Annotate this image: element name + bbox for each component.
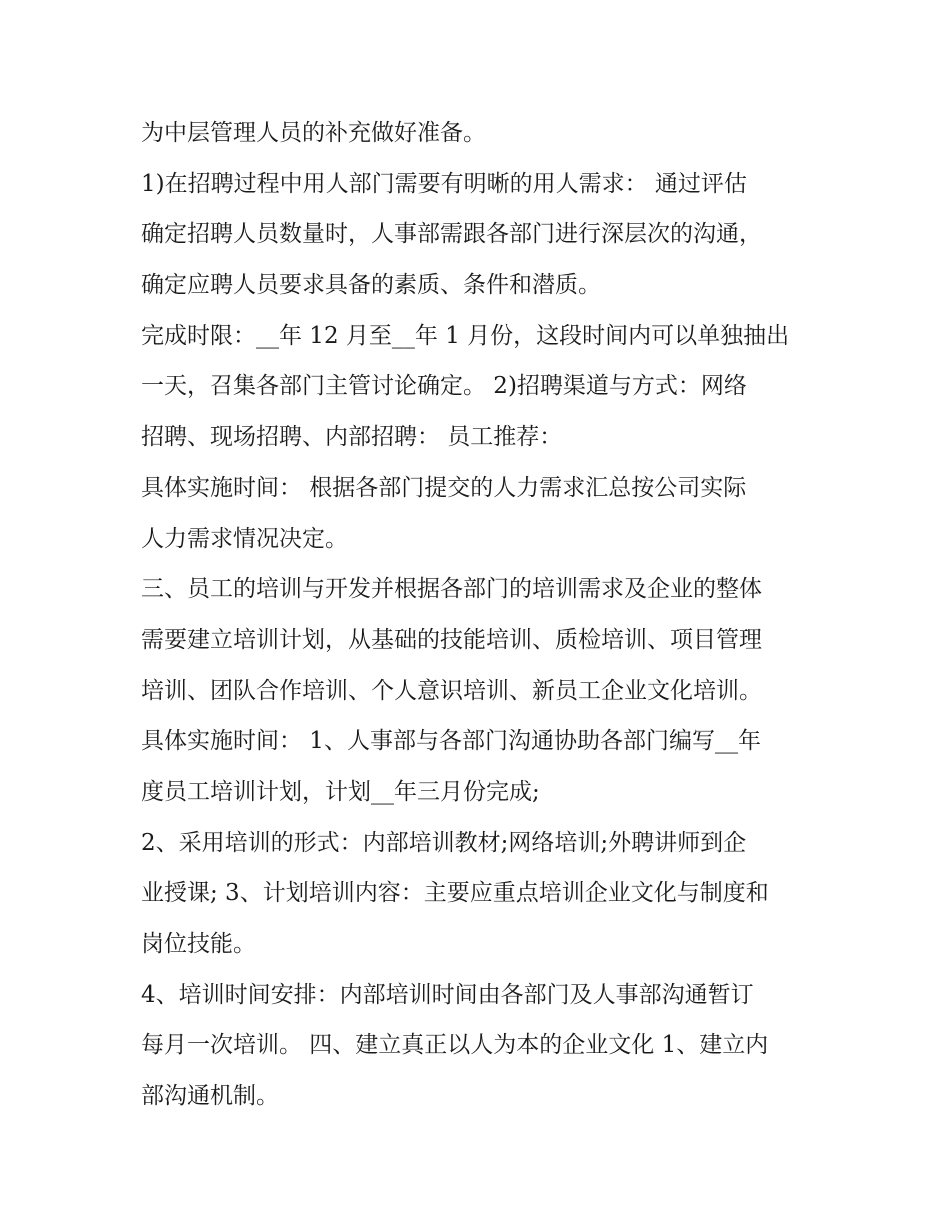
text-line: 确定招聘人员数量时，人事部需跟各部门进行深层次的沟通， bbox=[141, 221, 762, 248]
text-line: 部沟通机制。 bbox=[141, 1083, 279, 1110]
text-line: 培训、团队合作培训、个人意识培训、新员工企业文化培训。 bbox=[141, 677, 762, 704]
text-line: 4、培训时间安排：内部培训时间由各部门及人事部沟通暂订 bbox=[141, 981, 754, 1008]
text-line: 度员工培训计划，计划__年三月份完成; bbox=[141, 778, 540, 805]
text-line: 具体实施时间： 根据各部门提交的人力需求汇总按公司实际 bbox=[141, 474, 747, 501]
text-line: 招聘、现场招聘、内部招聘： 员工推荐： bbox=[141, 424, 563, 451]
text-line: 一天，召集各部门主管讨论确定。 2)招聘渠道与方式：网络 bbox=[141, 373, 747, 400]
text-line: 业授课; 3、计划培训内容：主要应重点培训企业文化与制度和 bbox=[141, 880, 769, 907]
text-line: 具体实施时间： 1、人事部与各部门沟通协助各部门编写__年 bbox=[141, 728, 761, 755]
text-line: 完成时限：__年 12 月至__年 1 月份，这段时间内可以单独抽出 bbox=[141, 322, 790, 349]
text-line: 三、员工的培训与开发并根据各部门的培训需求及企业的整体 bbox=[141, 576, 762, 603]
text-line: 确定应聘人员要求具备的素质、条件和潜质。 bbox=[141, 272, 601, 299]
text-line: 1)在招聘过程中用人部门需要有明晰的用人需求： 通过评估 bbox=[141, 170, 747, 197]
text-line: 为中层管理人员的补充做好准备。 bbox=[141, 120, 486, 146]
text-line: 2、采用培训的形式：内部培训教材;网络培训;外聘讲师到企 bbox=[141, 829, 747, 856]
body-text bbox=[141, 108, 821, 1122]
text-line: 人力需求情况决定。 bbox=[141, 525, 348, 552]
text-line: 需要建立培训计划，从基础的技能培训、质检培训、项目管理 bbox=[141, 626, 762, 653]
text-line: 岗位技能。 bbox=[141, 931, 256, 957]
text-line: 每月一次培训。 四、建立真正以人为本的企业文化 1、建立内 bbox=[141, 1032, 769, 1059]
